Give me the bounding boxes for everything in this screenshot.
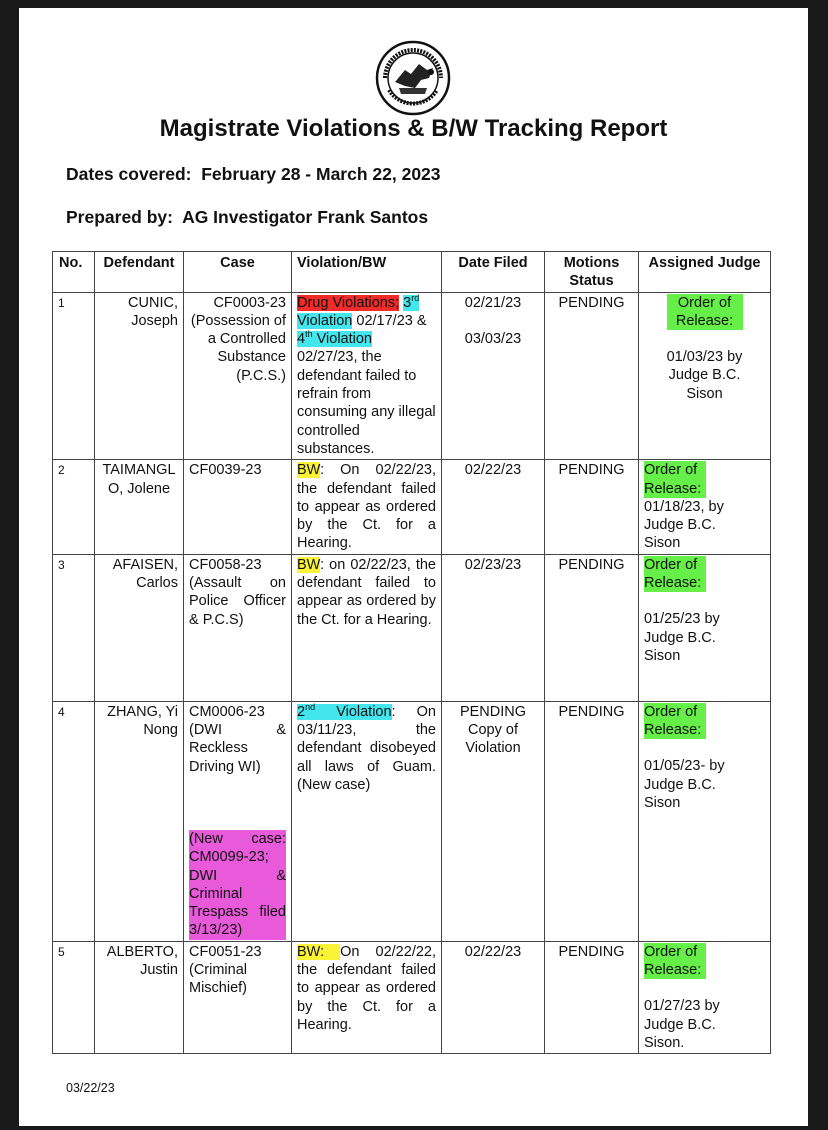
document-page xyxy=(19,8,808,1126)
violation-text-2: 02/27/23, the defendant failed to refrain from consuming any illegal controlled substances. xyxy=(297,349,436,457)
cell-violation xyxy=(292,460,442,554)
violation-text: On 02/22/22, the defendant failed to appear as ordered by the Ct. for a Hearing. xyxy=(297,943,436,1033)
cell-motions-status: PENDING xyxy=(545,941,639,1053)
cell-date-filed: 02/22/23 xyxy=(442,460,545,554)
violation-text: 02/17/23 & xyxy=(356,312,427,329)
table-row xyxy=(53,554,771,701)
column-header-violation: Violation/BW xyxy=(292,252,442,293)
dates-covered xyxy=(66,164,441,185)
cell-date-filed: 02/23/23 xyxy=(442,554,545,701)
case-text: CM0006-23 (DWI & Reckless Driving WI) xyxy=(189,703,286,775)
cell-motions-status: PENDING xyxy=(545,701,639,941)
violation-highlight-bw: BW: xyxy=(297,943,341,960)
column-header-case: Case xyxy=(184,252,292,293)
cell-assigned-judge xyxy=(639,554,771,701)
prepared-label: Prepared by: xyxy=(66,207,173,227)
report-title: Magistrate Violations & B/W Tracking Report xyxy=(159,115,668,142)
cell-motions-status: PENDING xyxy=(545,460,639,554)
violation-text: : on 02/22/23, the defendant failed to appear as ordered by the Ct. for a Hearing. xyxy=(297,556,436,628)
column-header-assigned-judge: Assigned Judge xyxy=(639,252,771,293)
cell-no: 2 xyxy=(53,460,95,554)
footer-date: 03/22/23 xyxy=(66,1081,115,1095)
cell-case: CF0051-23 (Criminal Mischief) xyxy=(184,941,292,1053)
column-header-defendant: Defendant xyxy=(95,252,184,293)
prepared-value: AG Investigator Frank Santos xyxy=(182,207,429,227)
violation-text: : On 03/11/23, the defendant disobeyed all laws of Guam. (New case) xyxy=(297,703,437,793)
case-highlight-new-case: (New case: CM0099-23; DWI & Criminal Trespass filed 3/13/23) xyxy=(189,830,286,939)
table-row xyxy=(53,941,771,1053)
cell-no: 3 xyxy=(53,554,95,701)
prepared-by xyxy=(66,207,428,228)
table-row xyxy=(53,701,771,941)
cell-defendant: ALBERTO, Justin xyxy=(95,941,184,1053)
table-row xyxy=(53,460,771,554)
cell-case xyxy=(184,701,292,941)
violation-highlight-third: 3rd Violation xyxy=(297,292,420,329)
cell-case: CF0058-23 (Assault on Police Officer & P.C.S) xyxy=(184,554,292,701)
cell-assigned-judge xyxy=(639,292,771,460)
column-header-date-filed: Date Filed xyxy=(442,252,545,293)
cell-defendant: TAIMANGLO, Jolene xyxy=(95,460,184,554)
judge-highlight: Order of Release: xyxy=(667,294,743,331)
cell-violation xyxy=(292,941,442,1053)
judge-highlight: Order of Release: xyxy=(644,556,706,593)
cell-defendant: CUNIC, Joseph xyxy=(95,292,184,460)
cell-assigned-judge xyxy=(639,701,771,941)
attorney-general-seal-icon xyxy=(375,40,451,116)
dates-value: February 28 - March 22, 2023 xyxy=(201,164,441,184)
cell-assigned-judge xyxy=(639,460,771,554)
violation-highlight-second: 2nd Violation xyxy=(297,701,392,720)
judge-highlight: Order of Release: xyxy=(644,461,706,498)
judge-text: 01/18/23, by Judge B.C. Sison xyxy=(644,498,724,552)
cell-date-filed: PENDING Copy of Violation xyxy=(442,701,545,941)
judge-text: 01/03/23 by Judge B.C. Sison xyxy=(666,349,743,402)
table-row xyxy=(53,292,771,460)
judge-text: 01/27/23 by Judge B.C. Sison. xyxy=(644,998,720,1051)
cell-defendant: AFAISEN, Carlos xyxy=(95,554,184,701)
cell-assigned-judge xyxy=(639,941,771,1053)
tracking-table xyxy=(52,251,771,1054)
violation-highlight-bw: BW xyxy=(297,556,321,573)
cell-no: 1 xyxy=(53,292,95,460)
cell-defendant: ZHANG, Yi Nong xyxy=(95,701,184,941)
cell-date-filed: 02/22/23 xyxy=(442,941,545,1053)
cell-date-filed: 02/21/23 03/03/23 xyxy=(442,292,545,460)
violation-text: : On 02/22/23, the defendant failed to appear as ordered by the Ct. for a Hearing. xyxy=(297,462,436,552)
cell-case: CF0039-23 xyxy=(184,460,292,554)
cell-violation xyxy=(292,292,442,460)
cell-no: 4 xyxy=(53,701,95,941)
cell-motions-status: PENDING xyxy=(545,554,639,701)
column-header-no: No. xyxy=(53,252,95,293)
table-header-row xyxy=(53,252,771,293)
cell-motions-status: PENDING xyxy=(545,292,639,460)
cell-violation xyxy=(292,701,442,941)
judge-highlight: Order of Release: xyxy=(644,703,706,740)
dates-label: Dates covered: xyxy=(66,164,192,184)
cell-violation xyxy=(292,554,442,701)
cell-no: 5 xyxy=(53,941,95,1053)
judge-highlight: Order of Release: xyxy=(644,943,706,980)
judge-text: 01/05/23- by Judge B.C. Sison xyxy=(644,758,725,811)
violation-highlight-fourth: 4th Violation xyxy=(297,329,372,348)
cell-case: CF0003-23 (Possession of a Controlled Substance (P.C.S.) xyxy=(184,292,292,460)
column-header-motions-status: Motions Status xyxy=(545,252,639,293)
violation-highlight-bw: BW xyxy=(297,462,321,479)
judge-text: 01/25/23 by Judge B.C. Sison xyxy=(644,611,720,664)
violation-highlight-drug: Drug Violations; xyxy=(297,294,400,311)
